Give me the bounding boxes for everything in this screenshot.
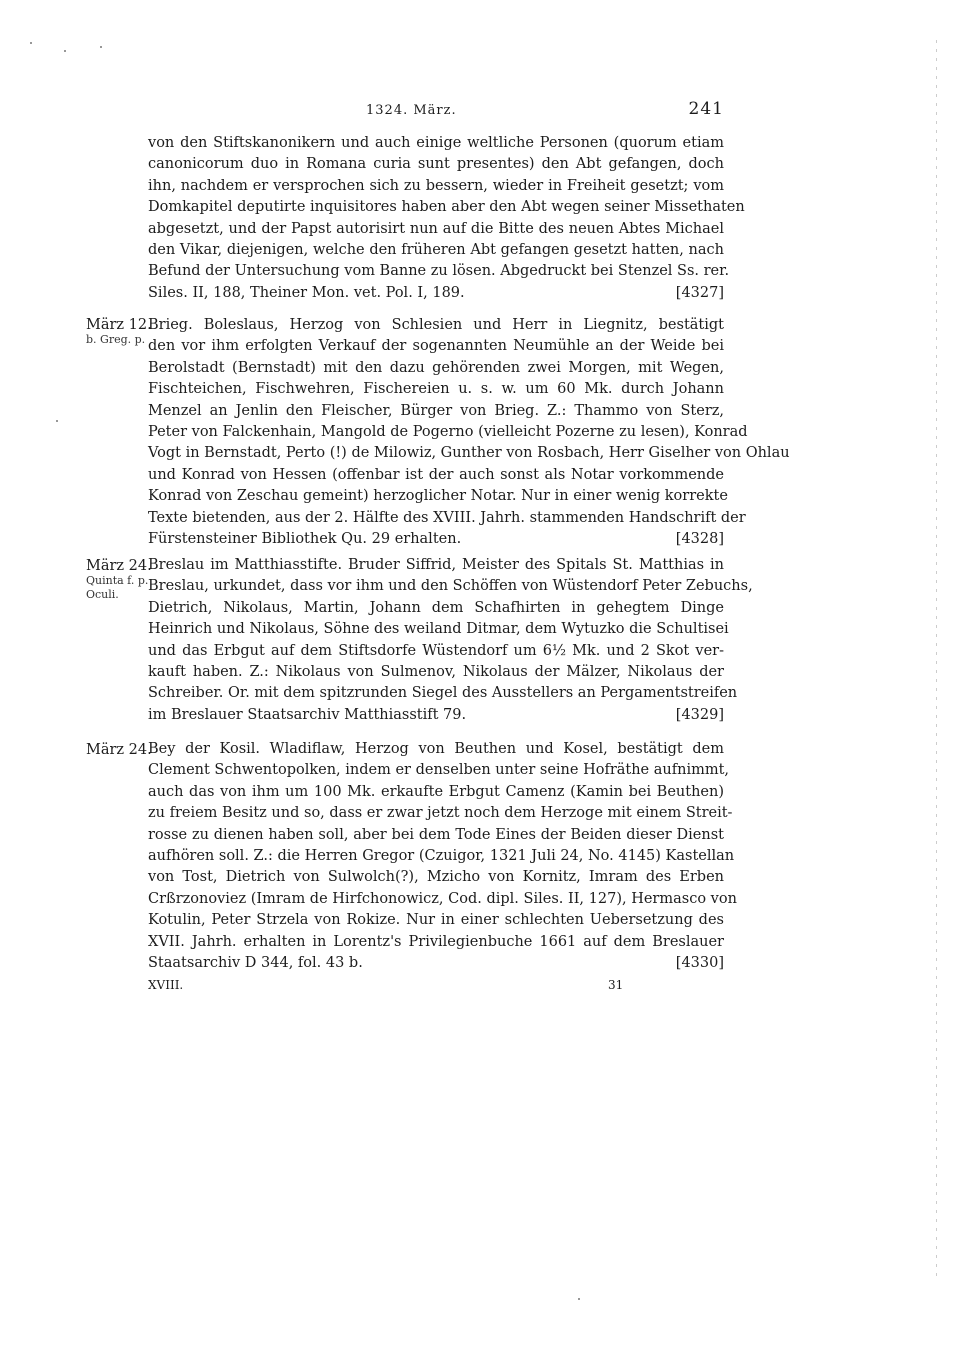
text-line: Brieg. Boleslaus, Herzog von Schlesien und Herr in Liegnitz, bestätigt <box>148 317 724 333</box>
text-line: Fischteichen, Fischwehren, Fischereien u. s. w. um 60 Mk. durch Johann <box>148 381 724 398</box>
text-line: Kotulin, Peter Strzela von Rokize. Nur in einer schlechten Uebersetzung des <box>148 912 724 929</box>
entry-4328-text <box>148 315 790 550</box>
text-line: Peter von Falckenhain, Mangold de Pogerno (vielleicht Pozerne zu lesen), Konrad <box>148 423 748 440</box>
entry-4329-margin <box>86 558 152 602</box>
sheet-number: 31 <box>608 978 624 992</box>
text-line: Heinrich und Nikolaus, Söhne des weiland Ditmar, dem Wytuzko die Schultisei <box>148 621 729 638</box>
text-line: den Vikar, diejenigen, welche den früheren Abt gefangen gesetzt hatten, nach <box>148 241 724 258</box>
page-number: 241 <box>688 99 724 119</box>
entry-date: März 12. <box>86 317 152 333</box>
text-line: aufhören soll. Z.: die Herren Gregor (Czuigor, 1321 Juli 24, No. 4145) Kastellan <box>148 847 735 864</box>
text-line-with-ref <box>148 529 724 550</box>
entry-number: [4330] <box>675 954 724 971</box>
text-line: Konrad von Zeschau gemeint) herzoglicher Notar. Nur in einer wenig korrekte <box>148 488 728 505</box>
scan-speck <box>64 50 66 52</box>
text-line-with-ref <box>148 953 724 974</box>
liturgical-date-note: Oculi. <box>86 588 119 601</box>
entry-4327-text <box>148 133 745 304</box>
text-line: im Breslauer Staatsarchiv Matthiasstift 79. <box>148 706 467 723</box>
text-line: Menzel an Jenlin den Fleischer, Bürger von Brieg. Z.: Thammo von Sterz, <box>148 402 724 419</box>
text-line: Dietrich, Nikolaus, Martin, Johann dem Schafhirten in gehegtem Dinge <box>148 599 724 616</box>
text-line: Schreiber. Or. mit dem spitzrunden Siegel des Ausstellers an Pergamentstreifen <box>148 685 738 702</box>
text-line: zu freiem Besitz und so, dass er zwar jetzt noch dem Herzoge mit einem Streit- <box>148 805 733 822</box>
text-line: auch das von ihm um 100 Mk. erkaufte Erbgut Camenz (Kamin bei Beuthen) <box>148 783 724 800</box>
entry-4329-text <box>148 555 753 726</box>
liturgical-date-note: Quinta f. p. <box>86 574 149 587</box>
text-line: und das Erbgut auf dem Stiftsdorfe Wüstendorf um 6½ Mk. und 2 Skot ver- <box>148 642 724 659</box>
scan-speck <box>56 420 58 422</box>
entry-date: März 24. <box>86 558 152 574</box>
text-line: den vor ihm erfolgten Verkauf der sogenannten Neumühle an der Weide bei <box>148 338 724 355</box>
running-title: 1324. März. <box>366 103 457 118</box>
entry-4330-text <box>148 739 737 974</box>
text-line: Bey der Kosil. Wladiflaw, Herzog von Beuthen und Kosel, bestätigt dem <box>148 741 724 757</box>
text-line: Fürstensteiner Bibliothek Qu. 29 erhalten. <box>148 530 462 547</box>
entry-date: März 24. <box>86 742 152 758</box>
volume-signature: XVIII. <box>148 978 184 992</box>
text-line: Befund der Untersuchung vom Banne zu lösen. Abgedruckt bei Stenzel Ss. rer. <box>148 263 730 280</box>
text-line: Breslau im Matthiasstifte. Bruder Siffrid, Meister des Spitals St. Matthias in <box>148 557 724 573</box>
text-line: Staatsarchiv D 344, fol. 43 b. <box>148 954 363 971</box>
scan-speck <box>100 46 102 48</box>
page-edge-shadow <box>936 40 937 1280</box>
scan-speck <box>30 42 32 44</box>
text-line: und Konrad von Hessen (offenbar ist der auch sonst als Notar vorkommende <box>148 466 724 483</box>
text-line: von den Stiftskanonikern und auch einige weltliche Personen (quorum etiam <box>148 135 724 151</box>
text-line-with-ref <box>148 283 724 304</box>
text-line: ihn, nachdem er versprochen sich zu bessern, wieder in Freiheit gesetzt; vom <box>148 177 724 194</box>
text-line: Domkapitel deputirte inquisitores haben aber den Abt wegen seiner Missethaten <box>148 199 745 216</box>
entry-number: [4327] <box>675 284 724 301</box>
text-line: Texte bietenden, aus der 2. Hälfte des XVIII. Jahrh. stammenden Handschrift der <box>148 509 746 526</box>
liturgical-date-note: b. Greg. p. <box>86 333 146 346</box>
text-line-with-ref <box>148 705 724 726</box>
text-line: rosse zu dienen haben soll, aber bei dem Tode Eines der Beiden dieser Dienst <box>148 826 724 843</box>
text-line: Siles. II, 188, Theiner Mon. vet. Pol. I, 189. <box>148 284 465 301</box>
text-line: kauft haben. Z.: Nikolaus von Sulmenov, Nikolaus der Mälzer, Nikolaus der <box>148 663 724 680</box>
text-line: abgesetzt, und der Papst autorisirt nun auf die Bitte des neuen Abtes Michael <box>148 220 724 237</box>
entry-4328-margin <box>86 317 152 347</box>
text-line: Vogt in Bernstadt, Perto (!) de Milowiz, Gunther von Rosbach, Herr Giselher von Ohlau <box>148 445 790 462</box>
text-line: Berolstadt (Bernstadt) mit den dazu gehörenden zwei Morgen, mit Wegen, <box>148 359 724 376</box>
entry-number: [4329] <box>675 706 724 723</box>
text-line: Crßrzonoviez (Imram de Hirfchonowicz, Cod. dipl. Siles. II, 127), Hermasco von <box>148 890 737 907</box>
entry-4330-margin <box>86 742 152 758</box>
text-line: Clement Schwentopolken, indem er denselben unter seine Hofräthe aufnimmt, <box>148 762 730 779</box>
text-line: von Tost, Dietrich von Sulwolch(?), Mzicho von Kornitz, Imram des Erben <box>148 869 724 886</box>
entry-number: [4328] <box>675 530 724 547</box>
text-line: Breslau, urkundet, dass vor ihm und den Schöffen von Wüstendorf Peter Zebuchs, <box>148 578 753 595</box>
text-line: canonicorum duo in Romana curia sunt presentes) den Abt gefangen, doch <box>148 156 724 173</box>
scan-speck <box>578 1298 580 1300</box>
running-head <box>148 99 724 123</box>
text-line: XVII. Jahrh. erhalten in Lorentz's Privilegienbuche 1661 auf dem Breslauer <box>148 933 724 950</box>
